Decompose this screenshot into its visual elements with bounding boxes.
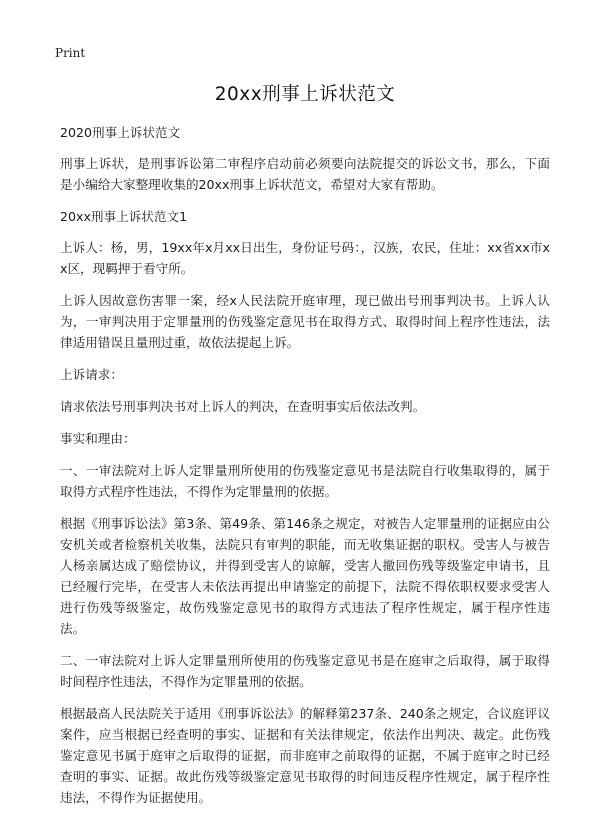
appeal-request-paragraph: 请求依法号刑事判决书对上诉人的判决，在查明事实后依法改判。 (60, 399, 426, 414)
reason-two-detail-paragraph: 根据最高人民法院关于适用《刑事诉讼法》的解释第237条、240条之规定，合议庭评议案件，应当根据已经查明的事实、证据和有关法律规定，依法作出判决、裁定。此伤残鉴定意见书属于庭审之后取得的证据，而非庭审之前取得的证据，不属于庭审之时已经查明的事实、证据。故此伤残等级鉴定意见书取得的时间违反程序性规定，属于程序性违法，不得作为证据使用。 (60, 706, 550, 805)
facts-reasons-heading: 事实和理由： (60, 431, 136, 446)
section-heading: 20xx刑事上诉状范文1 (60, 209, 188, 224)
document-body (60, 80, 550, 819)
reason-one-paragraph: 一、一审法院对上诉人定罪量刑所使用的伤残鉴定意见书是法院自行收集取得的，属于取得方式程序性违法，不得作为定罪量刑的依据。 (60, 463, 550, 499)
print-link[interactable]: Print (55, 46, 86, 60)
document-subtitle: 2020刑事上诉状范文 (60, 125, 181, 140)
document-title: 20xx刑事上诉状范文 (214, 84, 396, 105)
appellant-info-paragraph: 上诉人：杨，男，19xx年x月xx日出生，身份证号码：，汉族，农民，住址：xx省xx市xx区，现羁押于看守所。 (60, 240, 550, 276)
appeal-request-heading: 上诉请求： (60, 367, 123, 382)
reason-two-paragraph: 二、一审法院对上诉人定罪量刑所使用的伤残鉴定意见书是在庭审之后取得，属于取得时间程序性违法，不得作为定罪量刑的依据。 (60, 653, 550, 689)
reason-one-detail-paragraph: 根据《刑事诉讼法》第3条、第49条、第146条之规定，对被告人定罪量刑的证据应由公安机关或者检察机关收集，法院只有审判的职能，而无收集证据的职权。受害人与被告人杨亲属达成了赔偿协议，并得到受害人的谅解，受害人撤回伤残等级鉴定申请书，且已经履行完毕，在受害人未依法再提出申请鉴定的前提下，法院不得依职权要求受害人进行伤残等级鉴定，故伤残鉴定意见书的取得方式违法了程序性规定，属于程序性违法。 (60, 516, 550, 636)
intro-paragraph: 刑事上诉状，是刑事诉讼第二审程序启动前必须要向法院提交的诉讼文书，那么，下面是小编给大家整理收集的20xx刑事上诉状范文，希望对大家有帮助。 (60, 156, 550, 192)
case-background-paragraph: 上诉人因故意伤害罪一案，经x人民法院开庭审理，现已做出号刑事判决书。上诉人认为，一审判决用于定罪量刑的伤残鉴定意见书在取得方式、取得时间上程序性违法，法律适用错误且量刑过重，故依法提起上诉。 (60, 293, 550, 350)
